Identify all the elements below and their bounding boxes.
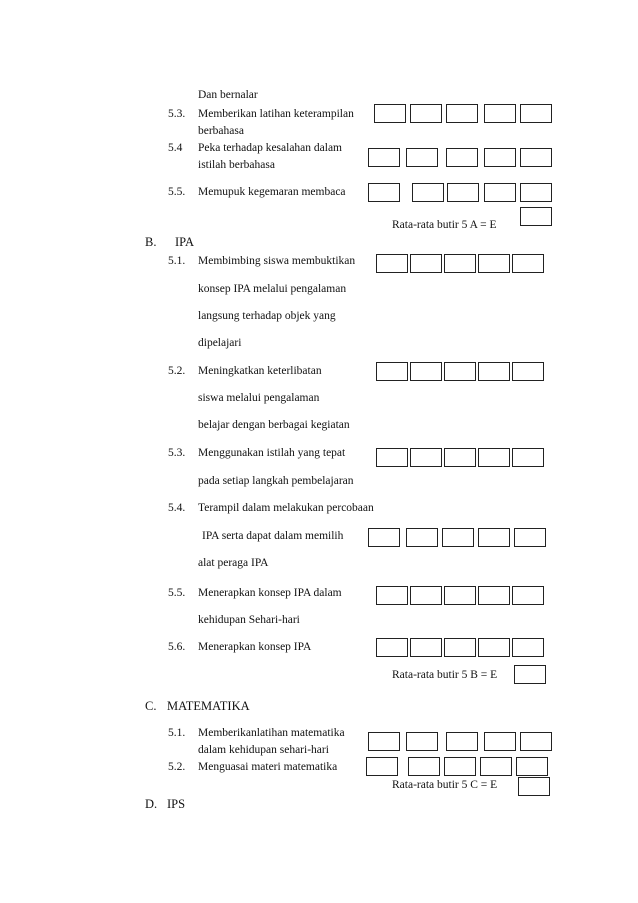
item-text: Memberikanlatihan matematika [198, 727, 345, 739]
section-letter: C. [145, 699, 157, 713]
score-box[interactable] [444, 254, 476, 273]
item-text: Meningkatkan keterlibatan [198, 365, 322, 377]
item-text: berbahasa [198, 125, 244, 137]
score-box[interactable] [446, 104, 478, 123]
score-box[interactable] [484, 732, 516, 751]
score-box[interactable] [484, 104, 516, 123]
item-text: Peka terhadap kesalahan dalam [198, 142, 343, 154]
score-box[interactable] [512, 586, 544, 605]
score-box[interactable] [444, 757, 476, 776]
score-box[interactable] [478, 448, 510, 467]
item-number: 5.1. [168, 255, 186, 267]
average-label: Rata-rata butir 5 C = E [392, 779, 498, 791]
score-box[interactable] [446, 732, 478, 751]
score-box[interactable] [514, 528, 546, 547]
item-number: 5.3. [168, 447, 186, 459]
item-number: 5.5. [168, 186, 186, 198]
item-text: Memberikan latihan keterampilan [198, 108, 354, 120]
score-box[interactable] [484, 183, 516, 202]
item-text: Menerapkan konsep IPA [198, 641, 312, 653]
score-box[interactable] [512, 448, 544, 467]
score-box[interactable] [446, 148, 478, 167]
score-box[interactable] [410, 104, 442, 123]
score-box[interactable] [412, 183, 444, 202]
item-text: Memupuk kegemaran membaca [198, 186, 346, 198]
score-box[interactable] [366, 757, 398, 776]
score-box[interactable] [410, 448, 442, 467]
item-text: istilah berbahasa [198, 159, 275, 171]
item-text: Membimbing siswa membuktikan [198, 255, 356, 267]
item-text: pada setiap langkah pembelajaran [198, 475, 354, 487]
score-box[interactable] [406, 528, 438, 547]
score-box[interactable] [376, 586, 408, 605]
item-text: IPA serta dapat dalam memilih [202, 530, 344, 542]
score-box[interactable] [444, 638, 476, 657]
score-box[interactable] [374, 104, 406, 123]
item-text: Menerapkan konsep IPA dalam [198, 587, 342, 599]
score-box[interactable] [444, 362, 476, 381]
score-box[interactable] [520, 732, 552, 751]
item-text: Terampil dalam melakukan percobaan [198, 502, 374, 514]
item-text: konsep IPA melalui pengalaman [198, 283, 347, 295]
item-text: dipelajari [198, 337, 242, 349]
section-title: IPS [167, 797, 186, 811]
score-box[interactable] [512, 638, 544, 657]
item-text: dalam kehidupan sehari-hari [198, 744, 329, 756]
average-box[interactable] [514, 665, 546, 684]
item-number: 5.2. [168, 761, 186, 773]
score-box[interactable] [512, 362, 544, 381]
score-box[interactable] [368, 528, 400, 547]
score-box[interactable] [444, 448, 476, 467]
score-box[interactable] [478, 586, 510, 605]
score-box[interactable] [376, 638, 408, 657]
score-box[interactable] [410, 362, 442, 381]
score-box[interactable] [410, 254, 442, 273]
item-text: Menguasai materi matematika [198, 761, 338, 773]
score-box[interactable] [484, 148, 516, 167]
score-box[interactable] [520, 148, 552, 167]
score-box[interactable] [376, 362, 408, 381]
score-box[interactable] [406, 148, 438, 167]
score-box[interactable] [376, 254, 408, 273]
section-title: MATEMATIKA [167, 699, 250, 713]
item-text: alat peraga IPA [198, 557, 269, 569]
score-box[interactable] [478, 362, 510, 381]
average-box[interactable] [520, 207, 552, 226]
item-text: belajar dengan berbagai kegiatan [198, 419, 350, 431]
item-number: 5.2. [168, 365, 186, 377]
score-box[interactable] [512, 254, 544, 273]
score-box[interactable] [480, 757, 512, 776]
score-box[interactable] [478, 254, 510, 273]
score-box[interactable] [376, 448, 408, 467]
item-a-continuation-text: Dan bernalar [198, 89, 258, 101]
score-box[interactable] [408, 757, 440, 776]
score-box[interactable] [442, 528, 474, 547]
item-number: 5.4. [168, 502, 186, 514]
item-text: Menggunakan istilah yang tepat [198, 447, 346, 459]
item-number: 5.6. [168, 641, 186, 653]
score-box[interactable] [368, 148, 400, 167]
item-number: 5.3. [168, 108, 186, 120]
section-letter: D. [145, 797, 158, 811]
section-letter: B. [145, 235, 157, 249]
average-label: Rata-rata butir 5 A = E [392, 219, 497, 231]
score-box[interactable] [520, 104, 552, 123]
score-box[interactable] [410, 638, 442, 657]
item-number: 5.4 [168, 142, 183, 154]
item-number: 5.5. [168, 587, 186, 599]
score-box[interactable] [368, 183, 400, 202]
section-title: IPA [175, 235, 194, 249]
score-box[interactable] [516, 757, 548, 776]
item-text: langsung terhadap objek yang [198, 310, 336, 322]
score-box[interactable] [368, 732, 400, 751]
item-text: kehidupan Sehari-hari [198, 614, 300, 626]
average-box[interactable] [518, 777, 550, 796]
score-box[interactable] [447, 183, 479, 202]
score-box[interactable] [406, 732, 438, 751]
score-box[interactable] [478, 638, 510, 657]
item-text: siswa melalui pengalaman [198, 392, 320, 404]
score-box[interactable] [410, 586, 442, 605]
score-box[interactable] [444, 586, 476, 605]
score-box[interactable] [520, 183, 552, 202]
item-number: 5.1. [168, 727, 186, 739]
average-label: Rata-rata butir 5 B = E [392, 669, 498, 681]
score-box[interactable] [478, 528, 510, 547]
